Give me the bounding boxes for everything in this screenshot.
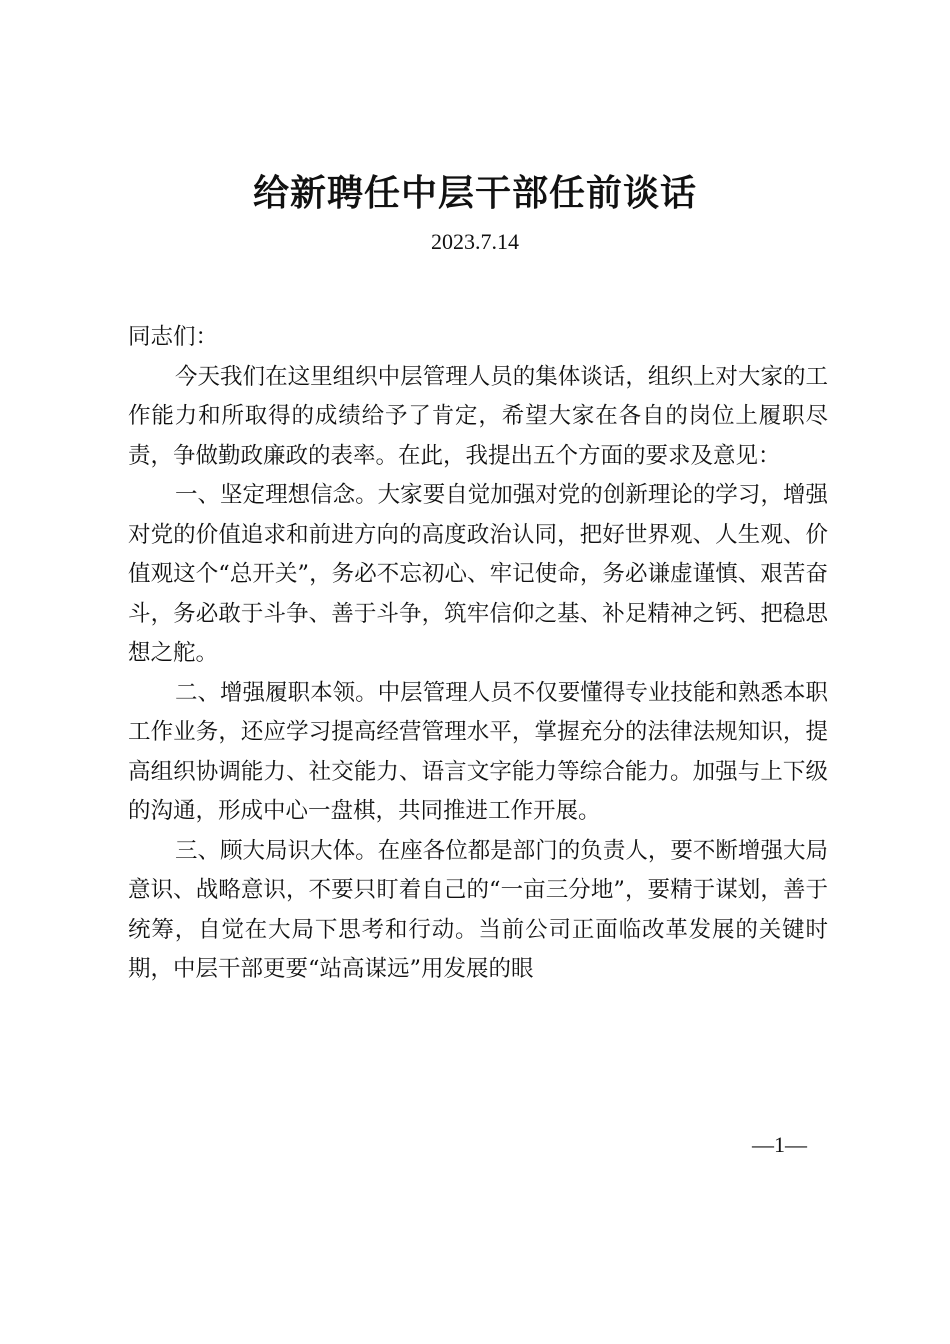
page-number: —1— [752, 1132, 807, 1157]
document-title: 给新聘任中层干部任前谈话 [252, 172, 697, 214]
paragraph-1: 一、坚定理想信念。大家要自觉加强对党的创新理论的学习，增强对党的价值追求和前进方向的高度政治认同，把好世界观、人生观、价值观这个“总开关”，务必不忘初心、牢记使命，务必谦虚谨慎、艰苦奋斗，务必敢于斗争、善于斗争，筑牢信仰之基、补足精神之钙、把稳思想之舵。 [128, 482, 828, 666]
salutation: 同志们： [128, 324, 219, 350]
document-body [128, 318, 828, 990]
document-date: 2023.7.14 [431, 229, 519, 254]
paragraph-3: 三、顾大局识大体。在座各位都是部门的负责人，要不断增强大局意识、战略意识，不要只盯着自己的“一亩三分地”，要精于谋划，善于统筹，自觉在大局下思考和行动。当前公司正面临改革发展的关键时期，中层干部更要“站高谋远”用发展的眼 [128, 837, 828, 982]
paragraph-2: 二、增强履职本领。中层管理人员不仅要懂得专业技能和熟悉本职工作业务，还应学习提高经营管理水平，掌握充分的法律法规知识，提高组织协调能力、社交能力、语言文字能力等综合能力。加强与上下级的沟通，形成中心一盘棋，共同推进工作开展。 [128, 679, 828, 824]
paragraph-intro: 今天我们在这里组织中层管理人员的集体谈话，组织上对大家的工作能力和所取得的成绩给予了肯定，希望大家在各自的岗位上履职尽责，争做勤政廉政的表率。在此，我提出五个方面的要求及意见： [128, 363, 828, 469]
